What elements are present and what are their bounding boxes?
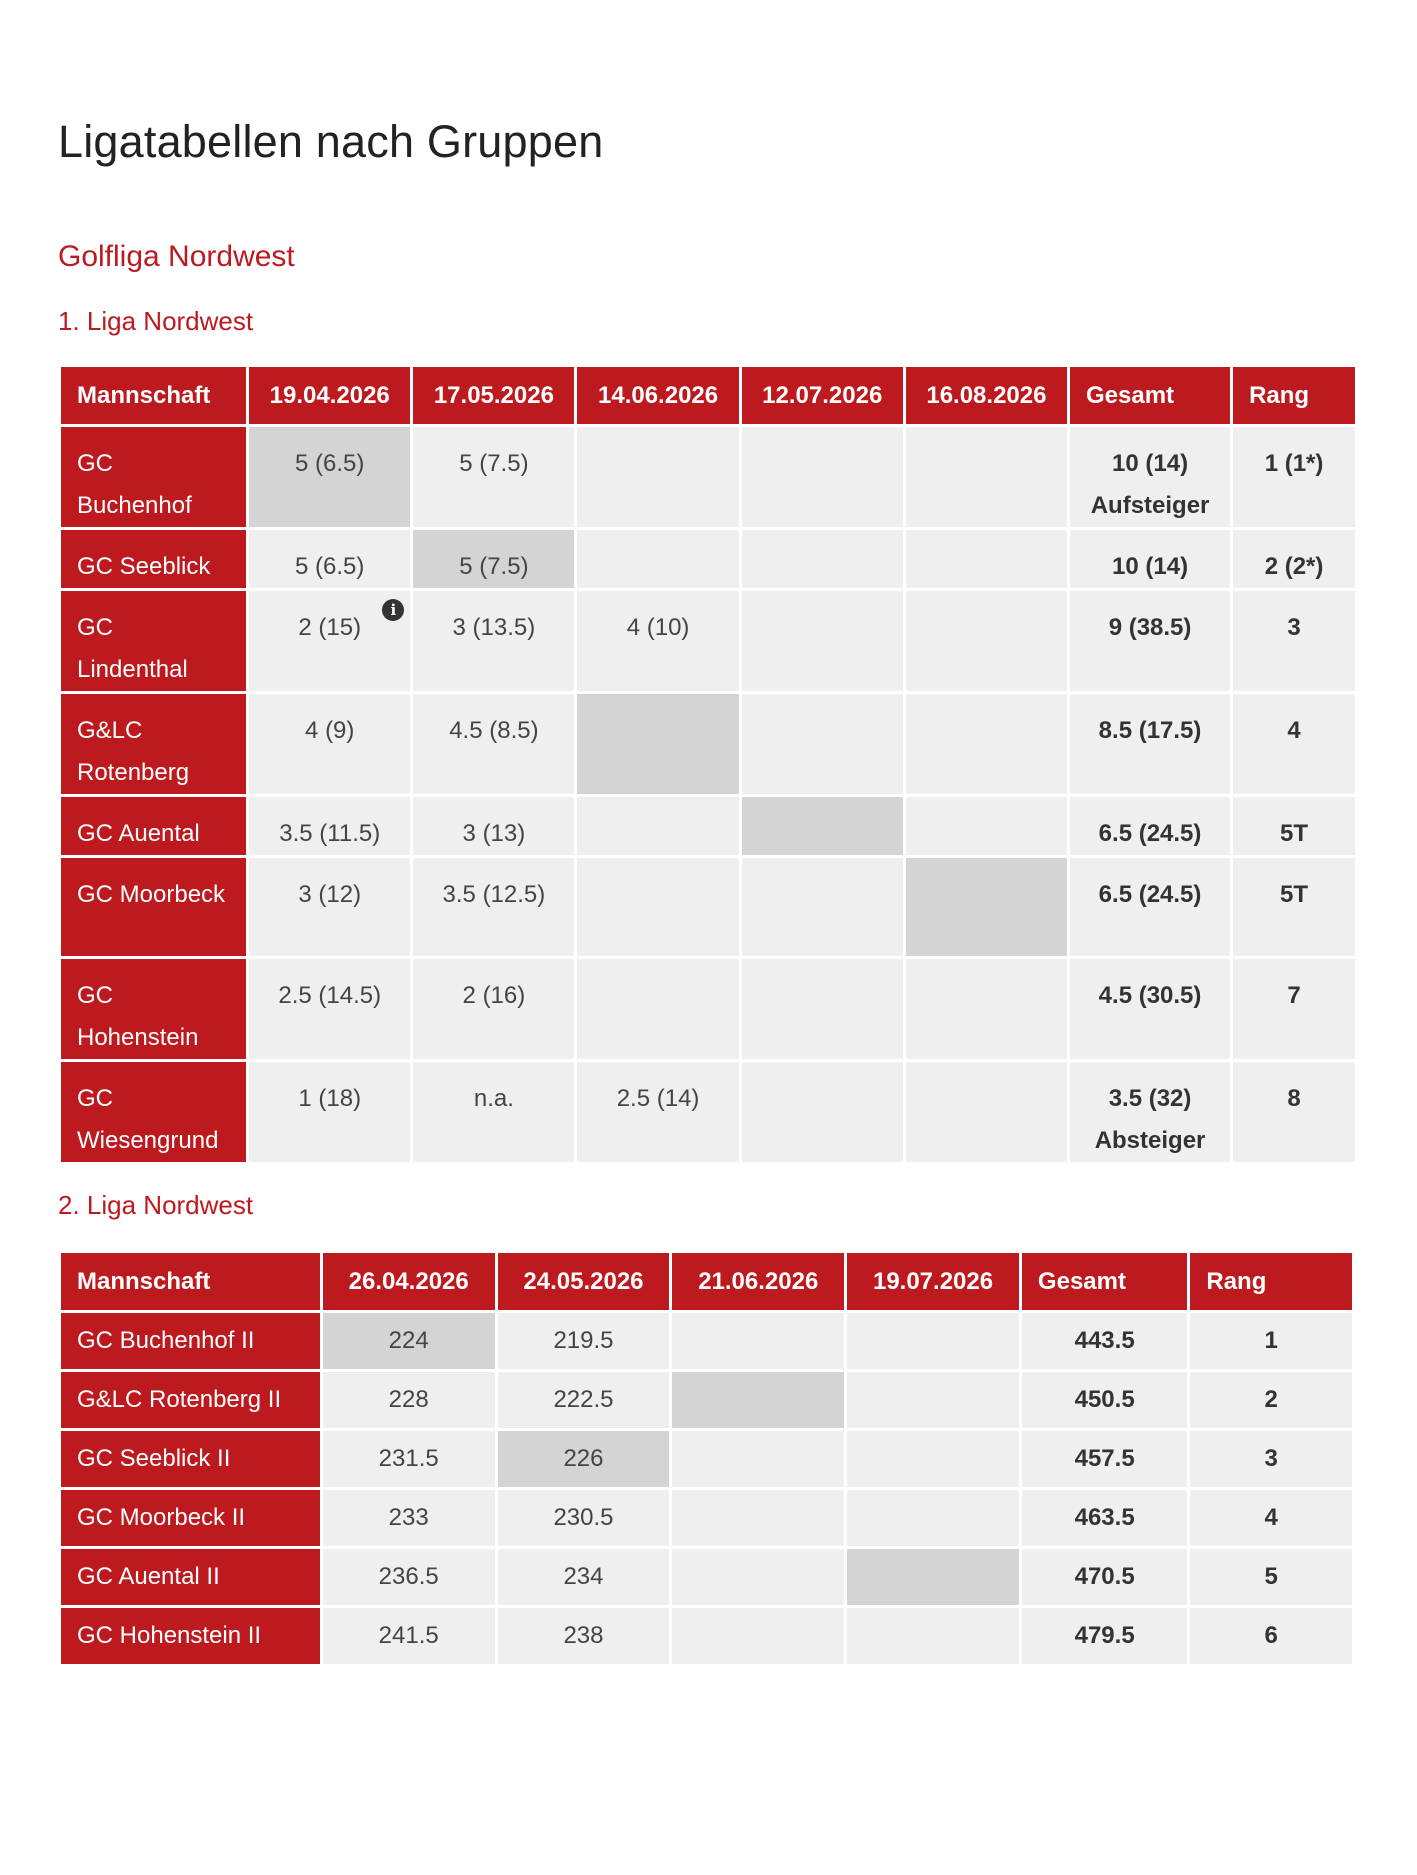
round-cell xyxy=(672,1490,844,1546)
round-cell: 5 (7.5) xyxy=(413,427,574,527)
rank-cell: 5T xyxy=(1233,858,1355,956)
total-cell: 463.5 xyxy=(1022,1490,1187,1546)
round-cell: 4 (9) xyxy=(249,694,410,794)
round-cell: 219.5 xyxy=(498,1313,670,1369)
round-cell: 3 (12) xyxy=(249,858,410,956)
round-cell xyxy=(672,1372,844,1428)
round-cell xyxy=(906,427,1067,527)
round-cell xyxy=(672,1608,844,1664)
round-cell: 226 xyxy=(498,1431,670,1487)
total-cell: 8.5 (17.5) xyxy=(1070,694,1230,794)
round-cell xyxy=(577,694,738,794)
round-cell xyxy=(742,858,903,956)
round-cell xyxy=(847,1431,1019,1487)
round-cell: 3 (13.5) xyxy=(413,591,574,691)
round-cell: 5 (6.5) xyxy=(249,427,410,527)
round-cell: 228 xyxy=(323,1372,495,1428)
round-cell: 5 (6.5) xyxy=(249,530,410,588)
total-cell: 470.5 xyxy=(1022,1549,1187,1605)
round-cell xyxy=(577,959,738,1059)
col-round-1[interactable]: 19.04.2026 xyxy=(249,367,410,424)
round-cell: 4 (10) xyxy=(577,591,738,691)
round-cell: 4.5 (8.5) xyxy=(413,694,574,794)
table-row xyxy=(61,1608,1352,1664)
total-cell: 4.5 (30.5) xyxy=(1070,959,1230,1059)
team-name[interactable]: GC Auental xyxy=(61,797,246,855)
total-cell: 6.5 (24.5) xyxy=(1070,858,1230,956)
total-cell xyxy=(1070,1062,1230,1162)
team-name[interactable]: GC Buchenhof II xyxy=(61,1313,320,1369)
liga2-table xyxy=(58,1250,1355,1667)
round-cell xyxy=(742,694,903,794)
round-cell: 2.5 (14.5) xyxy=(249,959,410,1059)
round-cell xyxy=(742,427,903,527)
liga2-header-row xyxy=(61,1253,1352,1310)
round-cell xyxy=(672,1549,844,1605)
round-cell xyxy=(906,591,1067,691)
total-cell xyxy=(1070,427,1230,527)
round-cell: n.a. xyxy=(413,1062,574,1162)
col-round-3[interactable]: 14.06.2026 xyxy=(577,367,738,424)
round-cell xyxy=(906,858,1067,956)
round-cell: 224 xyxy=(323,1313,495,1369)
rank-cell: 6 xyxy=(1190,1608,1352,1664)
team-name[interactable]: GC Hohenstein II xyxy=(61,1608,320,1664)
round-cell xyxy=(672,1313,844,1369)
round-cell xyxy=(906,694,1067,794)
col-mannschaft[interactable]: Mannschaft xyxy=(61,367,246,424)
team-name[interactable]: GC Seeblick II xyxy=(61,1431,320,1487)
table-row xyxy=(61,427,1355,527)
table-row xyxy=(61,591,1355,691)
rank-cell: 2 xyxy=(1190,1372,1352,1428)
table-row xyxy=(61,1062,1355,1162)
liga1-table xyxy=(58,364,1358,1165)
round-cell xyxy=(742,1062,903,1162)
table-row xyxy=(61,797,1355,855)
round-cell: 2.5 (14) xyxy=(577,1062,738,1162)
round-cell: 222.5 xyxy=(498,1372,670,1428)
round-cell xyxy=(847,1549,1019,1605)
round-cell xyxy=(906,797,1067,855)
table-row xyxy=(61,1490,1352,1546)
total-cell: 457.5 xyxy=(1022,1431,1187,1487)
total-cell: 6.5 (24.5) xyxy=(1070,797,1230,855)
round-cell xyxy=(847,1608,1019,1664)
liga2-title: 2. Liga Nordwest xyxy=(58,1190,254,1220)
rank-cell: 2 (2*) xyxy=(1233,530,1355,588)
rank-cell: 1 (1*) xyxy=(1233,427,1355,527)
total-cell: 443.5 xyxy=(1022,1313,1187,1369)
team-name[interactable]: GC Buchenhof xyxy=(61,427,246,527)
round-cell: 231.5 xyxy=(323,1431,495,1487)
round-cell xyxy=(672,1431,844,1487)
info-icon[interactable]: i xyxy=(382,599,404,621)
rank-cell: 3 xyxy=(1233,591,1355,691)
col-mannschaft[interactable]: Mannschaft xyxy=(61,1253,320,1310)
table-row xyxy=(61,1313,1352,1369)
round-cell xyxy=(577,858,738,956)
table-row xyxy=(61,1431,1352,1487)
table-row xyxy=(61,858,1355,956)
round-cell: 3.5 (11.5) xyxy=(249,797,410,855)
round-cell: 236.5 xyxy=(323,1549,495,1605)
total-value: 3.5 (32) xyxy=(1108,1085,1192,1112)
round-cell: 233 xyxy=(323,1490,495,1546)
total-value: 10 (14) xyxy=(1112,450,1189,477)
table-row xyxy=(61,530,1355,588)
rank-cell: 5T xyxy=(1233,797,1355,855)
round-value: 2 (15) xyxy=(298,614,362,641)
team-name[interactable]: GC Moorbeck II xyxy=(61,1490,320,1546)
team-name[interactable]: G&LC Rotenberg xyxy=(61,694,246,794)
team-name[interactable]: G&LC Rotenberg II xyxy=(61,1372,320,1428)
round-cell xyxy=(249,591,410,691)
round-cell xyxy=(906,959,1067,1059)
team-name[interactable]: GC Lindenthal xyxy=(61,591,246,691)
round-cell xyxy=(906,1062,1067,1162)
rank-cell: 1 xyxy=(1190,1313,1352,1369)
col-gesamt[interactable]: Gesamt xyxy=(1022,1253,1187,1310)
round-cell: 1 (18) xyxy=(249,1062,410,1162)
round-cell xyxy=(742,530,903,588)
round-cell: 238 xyxy=(498,1608,670,1664)
col-round-2[interactable]: 24.05.2026 xyxy=(498,1253,670,1310)
total-cell: 479.5 xyxy=(1022,1608,1187,1664)
round-cell xyxy=(742,591,903,691)
team-name[interactable]: GC Hohenstein xyxy=(61,959,246,1059)
team-name[interactable]: GC Wiesengrund xyxy=(61,1062,246,1162)
table-row xyxy=(61,1549,1352,1605)
status-note: Aufsteiger xyxy=(1090,492,1210,519)
col-round-4[interactable]: 19.07.2026 xyxy=(847,1253,1019,1310)
round-cell: 3.5 (12.5) xyxy=(413,858,574,956)
total-cell: 9 (38.5) xyxy=(1070,591,1230,691)
table-row xyxy=(61,694,1355,794)
round-cell: 2 (16) xyxy=(413,959,574,1059)
round-cell xyxy=(847,1313,1019,1369)
round-cell: 3 (13) xyxy=(413,797,574,855)
team-name[interactable]: GC Auental II xyxy=(61,1549,320,1605)
liga1-title: 1. Liga Nordwest xyxy=(58,306,254,336)
rank-cell: 8 xyxy=(1233,1062,1355,1162)
round-cell xyxy=(906,530,1067,588)
round-cell xyxy=(847,1490,1019,1546)
rank-cell: 4 xyxy=(1190,1490,1352,1546)
col-gesamt[interactable]: Gesamt xyxy=(1070,367,1230,424)
col-rang[interactable]: Rang xyxy=(1233,367,1355,424)
round-cell: 241.5 xyxy=(323,1608,495,1664)
round-cell: 5 (7.5) xyxy=(413,530,574,588)
team-name[interactable]: GC Seeblick xyxy=(61,530,246,588)
round-cell xyxy=(577,530,738,588)
round-cell xyxy=(577,797,738,855)
league-title: Golfliga Nordwest xyxy=(58,240,295,273)
round-cell xyxy=(577,427,738,527)
col-round-3[interactable]: 21.06.2026 xyxy=(672,1253,844,1310)
col-round-1[interactable]: 26.04.2026 xyxy=(323,1253,495,1310)
page-title: Ligatabellen nach Gruppen xyxy=(58,116,604,167)
total-cell: 10 (14) xyxy=(1070,530,1230,588)
round-cell xyxy=(742,797,903,855)
table-row xyxy=(61,1372,1352,1428)
rank-cell: 4 xyxy=(1233,694,1355,794)
status-note: Absteiger xyxy=(1094,1127,1206,1154)
round-cell xyxy=(742,959,903,1059)
rank-cell: 5 xyxy=(1190,1549,1352,1605)
team-name[interactable]: GC Moorbeck xyxy=(61,858,246,956)
col-round-4[interactable]: 12.07.2026 xyxy=(742,367,903,424)
rank-cell: 3 xyxy=(1190,1431,1352,1487)
col-round-2[interactable]: 17.05.2026 xyxy=(413,367,574,424)
liga1-header-row xyxy=(61,367,1355,424)
total-cell: 450.5 xyxy=(1022,1372,1187,1428)
round-cell: 230.5 xyxy=(498,1490,670,1546)
round-cell: 234 xyxy=(498,1549,670,1605)
round-cell xyxy=(847,1372,1019,1428)
table-row xyxy=(61,959,1355,1059)
rank-cell: 7 xyxy=(1233,959,1355,1059)
col-round-5[interactable]: 16.08.2026 xyxy=(906,367,1067,424)
col-rang[interactable]: Rang xyxy=(1190,1253,1352,1310)
